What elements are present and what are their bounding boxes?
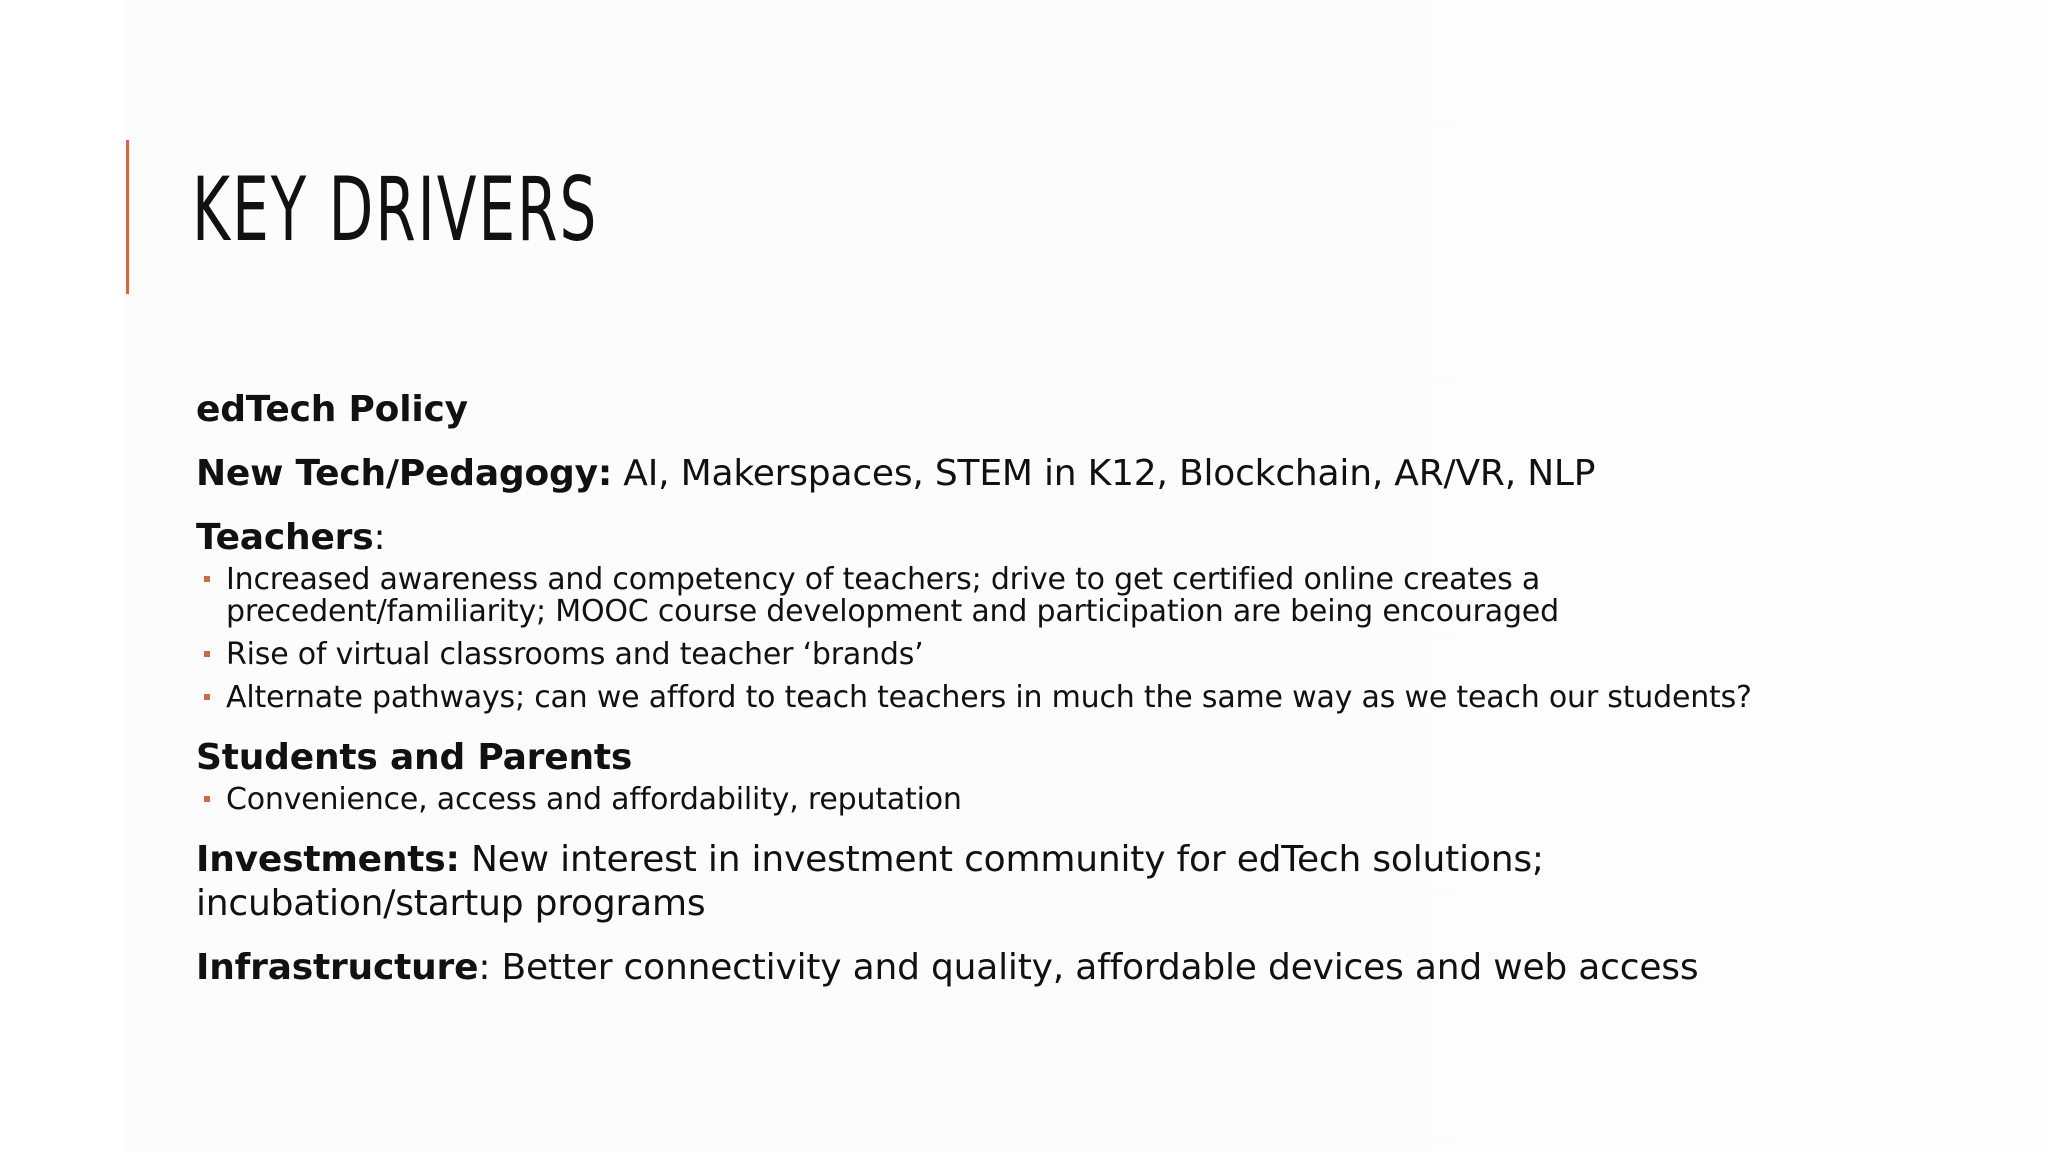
title-accent-bar [126,140,129,294]
section-new-tech-text: AI, Makerspaces, STEM in K12, Blockchain, AR/VR, NLP [612,453,1596,494]
section-infrastructure-label: Infrastructure [196,947,479,988]
slide-body [196,388,1756,990]
section-teachers-label: Teachers [196,517,374,558]
students-bullet-list [196,784,1756,816]
section-edtech-policy-label: edTech Policy [196,389,468,430]
list-item: Rise of virtual classrooms and teacher ‘brands’ [196,639,1756,671]
teachers-bullet-list [196,564,1756,714]
list-item: Increased awareness and competency of teachers; drive to get certified online creates a precedent/familiarity; MOOC course development and participation are being encouraged [196,564,1756,628]
section-infrastructure [196,946,1756,990]
slide-title: KEY DRIVERS [192,158,599,261]
section-investments-text: New interest in investment community for edTech solutions; incubation/startup programs [196,839,1544,924]
section-new-tech [196,452,1756,496]
list-item: Convenience, access and affordability, reputation [196,784,1756,816]
section-investments-label: Investments: [196,839,460,880]
section-teachers [196,516,1756,560]
section-new-tech-label: New Tech/Pedagogy: [196,453,613,494]
section-teachers-suffix: : [373,517,386,558]
section-students-parents [196,736,1756,780]
section-students-parents-label: Students and Parents [196,737,633,778]
list-item: Alternate pathways; can we afford to teach teachers in much the same way as we teach our students? [196,682,1756,714]
section-investments [196,838,1756,926]
section-edtech-policy [196,388,1756,432]
section-infrastructure-text: : Better connectivity and quality, affordable devices and web access [478,947,1699,988]
